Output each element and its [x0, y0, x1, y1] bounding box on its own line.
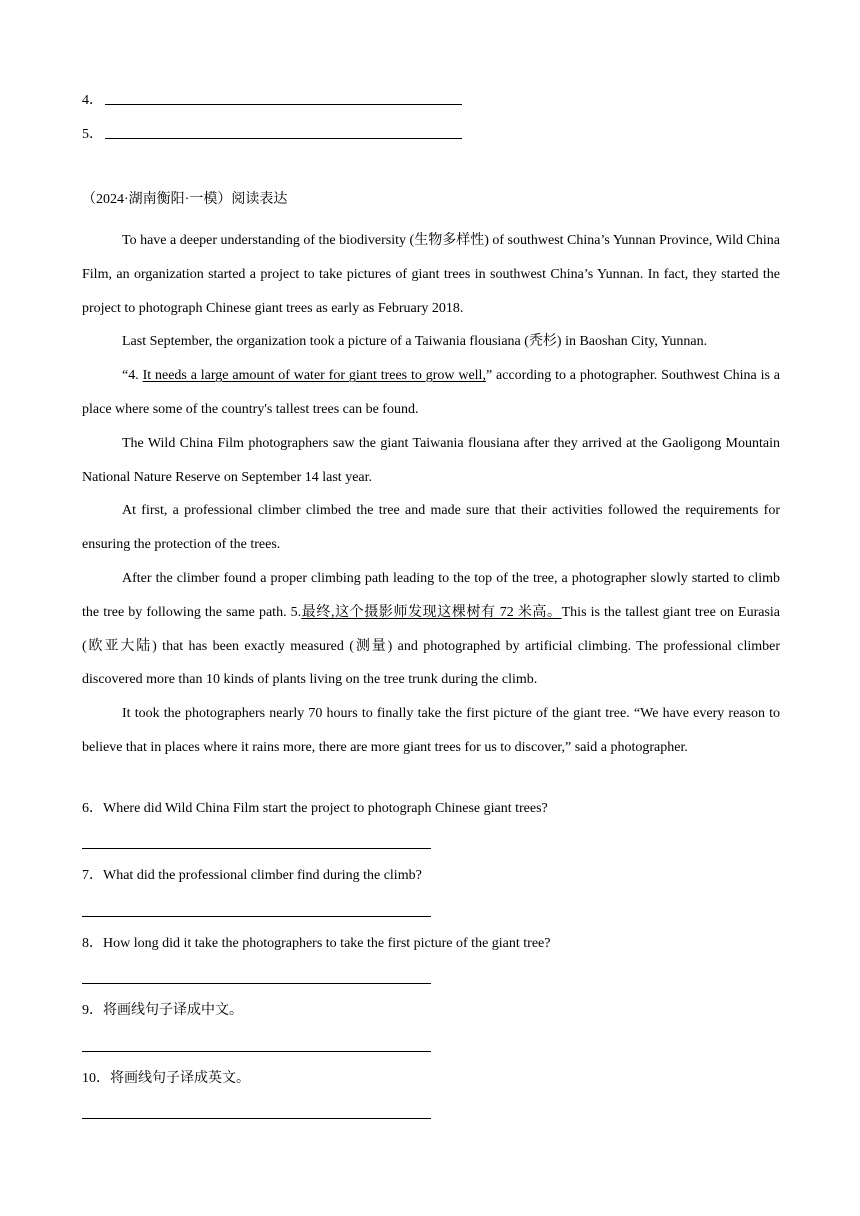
question-8: 8．How long did it take the photographers to take the first picture of the giant tree? [82, 936, 551, 951]
paragraph-text: ” according to a photographer. Southwest China is a place where some of the country's tallest trees can be found. [82, 368, 780, 417]
blank-number: 4． [82, 93, 103, 108]
question-6: 6．Where did Wild China Film start the project to photograph Chinese giant trees? [82, 801, 548, 816]
passage-paragraph [82, 359, 780, 427]
blank-number: 5． [82, 127, 103, 142]
passage-paragraph: It took the photographers nearly 70 hours to finally take the first picture of the giant tree. “We have every reason to believe that in places where it rains more, there are more giant trees for us to discover,” said a photographer. [82, 706, 780, 755]
paragraph-text: This is the tallest giant tree on Eurasia (欧亚大陆) that has been exactly measured (测量) and photographed by artificial climbing. The professional climber discovered more than 10 kinds of plants living on the tree trunk during the climb. [82, 604, 781, 688]
exercise-source: （2024·湖南衡阳·一模）阅读表达 [82, 192, 288, 207]
answer-blank-4 [82, 91, 462, 111]
answer-line-6[interactable] [82, 848, 431, 849]
answer-line-7[interactable] [82, 916, 431, 917]
answer-line[interactable] [105, 125, 462, 139]
answer-line-8[interactable] [82, 983, 431, 984]
question-10: 10．将画线句子译成英文。 [82, 1071, 250, 1086]
underlined-sentence-5: 最终,这个摄影师发现这棵树有 72 米高。 [301, 604, 562, 620]
passage-paragraph: Last September, the organization took a picture of a Taiwania flousiana (秃杉) in Baoshan City, Yunnan. [122, 334, 708, 350]
question-9: 9．将画线句子译成中文。 [82, 1003, 243, 1018]
question-7: 7．What did the professional climber find during the climb? [82, 868, 422, 883]
answer-line-10[interactable] [82, 1118, 431, 1119]
passage-paragraph: At first, a professional climber climbed the tree and made sure that their activities followed the requirements for ensuring the protection of the trees. [82, 503, 780, 553]
passage-paragraph: To have a deeper understanding of the biodiversity (生物多样性) of southwest China’s Yunnan Province, Wild China Film, an organization started a project to take pictures of giant trees in southwest China’s Yunnan. In fact, they started the project to photograph Chinese giant trees as early as February 2018. [82, 233, 780, 316]
underlined-sentence-4: It needs a large amount of water for giant trees to grow well, [142, 368, 486, 384]
answer-line[interactable] [105, 91, 462, 105]
paragraph-text: “4. [122, 368, 143, 384]
answer-line-9[interactable] [82, 1051, 431, 1052]
passage-paragraph [82, 562, 780, 697]
answer-blank-5 [82, 125, 462, 145]
reading-passage [82, 224, 780, 765]
paragraph-text: After the climber found a proper climbing path leading to the top of the tree, a photographer slowly started to climb the tree by following the same path. 5. [82, 570, 780, 620]
passage-paragraph: The Wild China Film photographers saw the giant Taiwania flousiana after they arrived at the Gaoligong Mountain National Nature Reserve on September 14 last year. [82, 435, 780, 485]
